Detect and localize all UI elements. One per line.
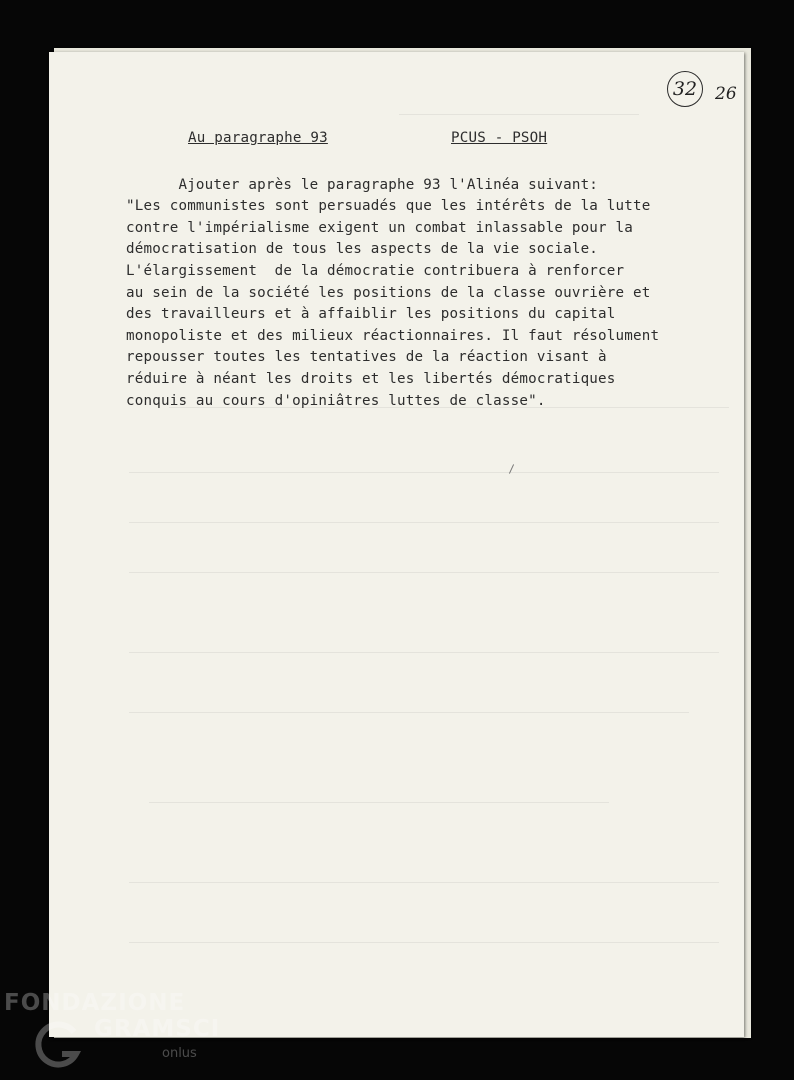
body-text (126, 153, 686, 412)
text-line: Ajouter après le paragraphe 93 l'Alinéa suivant: (126, 176, 599, 193)
show-through-line (129, 942, 719, 943)
text-line: au sein de la société les positions de la classe ouvrière et (126, 284, 651, 301)
text-line: des travailleurs et à affaiblir les positions du capital (126, 306, 616, 323)
fondazione-gramsci-watermark (4, 990, 221, 1061)
text-line: repousser toutes les tentatives de la réaction visant à (126, 349, 607, 366)
text-line: démocratisation de tous les aspects de la vie sociale. (126, 241, 599, 258)
gramsci-logo-icon (34, 1020, 84, 1070)
show-through-line (129, 652, 719, 653)
section-heading: Au paragraphe 93 (188, 130, 328, 146)
show-through-line (129, 572, 719, 573)
text-line: "Les communistes sont persuadés que les intérêts de la lutte (126, 198, 651, 215)
text-line: L'élargissement de la démocratie contribuera à renforcer (126, 262, 625, 279)
show-through-line (149, 802, 609, 803)
text-line: contre l'impérialisme exigent un combat inlassable pour la (126, 219, 634, 236)
show-through-line (129, 472, 719, 473)
watermark-line3: onlus (162, 1046, 197, 1061)
text-line: réduire à néant les droits et les libertés démocratiques (126, 370, 616, 387)
show-through-line (129, 522, 719, 523)
show-through-line (129, 882, 719, 883)
text-line: monopoliste et des milieux réactionnaires. Il faut résolument (126, 327, 660, 344)
page-number: 26 (715, 84, 737, 104)
watermark-line1: FONDAZIONE (4, 990, 186, 1016)
watermark-line2: GRAMSCI (94, 1016, 221, 1042)
party-heading: PCUS - PSOH (451, 130, 548, 146)
show-through-line (399, 114, 639, 115)
document-page (49, 52, 744, 1037)
show-through-line (129, 712, 689, 713)
text-line: conquis au cours d'opiniâtres luttes de classe". (126, 392, 546, 409)
archive-number-circled: 32 (667, 71, 703, 107)
